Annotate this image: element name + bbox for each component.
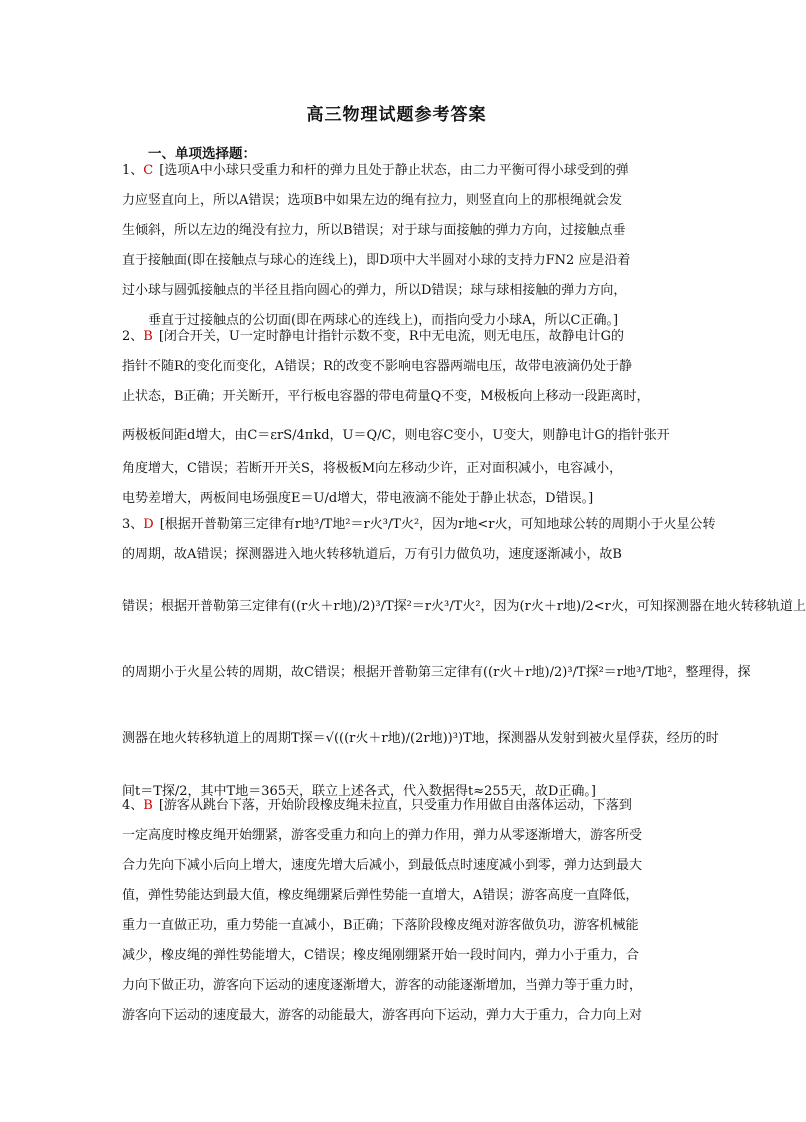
q4-line-5: 重力一直做正功，重力势能一直减小，B正确；下落阶段橡皮绳对游客做负功，游客机械能 <box>122 918 639 933</box>
page-title: 高三物理试题参考答案 <box>306 105 487 125</box>
question-4 <box>122 795 678 1035</box>
q1-line-3: 生倾斜，所以左边的绳没有拉力，所以B错误；对于球与面接触的弹力方向，过接触点垂 <box>122 223 626 238</box>
question-1 <box>122 160 678 340</box>
q4-line-8: 游客向下运动的速度最大，游客的动能最大，游客再向下运动，弹力大于重力，合力向上对 <box>122 1008 643 1023</box>
q1-answer: C <box>143 163 154 178</box>
q2-line-4: 两极板间距d增大，由C＝εrS/4πkd，U＝Q/C，则电容C变小，U变大，则静电计G的指针张开 <box>122 428 670 443</box>
q3-line-1: 3、D [根据开普勒第三定律有r地³/T地²＝r火³/T火²，因为r地<r火，可知地球公转的周期小于火星公转 <box>122 517 716 532</box>
q4-line-1: 4、B [游客从跳台下落，开始阶段橡皮绳未拉直，只受重力作用做自由落体运动，下落到 <box>122 798 632 813</box>
q1-line-6: 垂直于过接触点的公切面(即在两球心的连线上)，而指向受力小球A，所以C正确。] <box>148 313 619 328</box>
q4-line-7: 力向下做正功，游客向下运动的速度逐渐增大，游客的动能逐渐增加，当弹力等于重力时， <box>122 978 643 993</box>
q2-line-2: 指针不随R的变化而变化，A错误；R的改变不影响电容器两端电压，故带电液滴仍处于静 <box>122 359 632 374</box>
q3-line-4: 的周期小于火星公转的周期，故C错误；根据开普勒第三定律有((r火＋r地)/2)³/T探²＝r地³/T地²，整理得，探 <box>122 665 751 680</box>
q3-line-2: 的周期，故A错误；探测器进入地火转移轨道后，万有引力做负功，速度逐渐减小，故B <box>122 547 622 562</box>
q1-line-2: 力应竖直向上，所以A错误；选项B中如果左边的绳有拉力，则竖直向上的那根绳就会发 <box>122 193 622 208</box>
q2-line-6: 电势差增大，两板间电场强度E＝U/d增大，带电液滴不能处于静止状态，D错误。] <box>122 491 594 506</box>
q3-line-5: 测器在地火转移轨道上的周期T探＝√(((r火＋r地)/(2r地))³)T地，探测器从发射到被火星俘获，经历的时 <box>122 731 719 746</box>
q2-answer: B <box>143 329 153 344</box>
q4-answer: B <box>143 798 153 813</box>
q4-line-3: 合力先向下减小后向上增大，速度先增大后减小，到最低点时速度减小到零，弹力达到最大 <box>122 858 643 873</box>
q2-line-3: 止状态，B正确；开关断开，平行板电容器的带电荷量Q不变，M极板向上移动一段距离时， <box>122 389 650 404</box>
q1-line-5: 过小球与圆弧接触点的半径且指向圆心的弹力，所以D错误；球与球相接触的弹力方向， <box>122 283 627 298</box>
q3-line-6: 间t＝T探/2，其中T地＝365天，联立上述各式，代入数据得t≈255天，故D正确。] <box>122 784 596 799</box>
question-3 <box>122 514 806 814</box>
q1-line-4: 直于接触面(即在接触点与球心的连线上)，即D项中大半圆对小球的支持力FN2 应是沿着 <box>122 253 631 268</box>
q4-number: 4、 <box>122 798 144 813</box>
q2-line-5: 角度增大，C错误；若断开开关S，将极板M向左移动少许，正对面积减小，电容减小， <box>122 461 623 476</box>
q3-line-3: 错误；根据开普勒第三定律有((r火＋r地)/2)³/T探²＝r火³/T火²，因为(r火＋r地)/2<r火，可知探测器在地火转移轨道上 <box>122 599 806 614</box>
q1-line-1: 1、C [选项A中小球只受重力和杆的弹力且处于静止状态，由二力平衡可得小球受到的弹 <box>122 163 629 178</box>
q2-number: 2、 <box>122 329 144 344</box>
q1-number: 1、 <box>122 163 144 178</box>
q4-line-4: 值，弹性势能达到最大值，橡皮绳绷紧后弹性势能一直增大，A错误；游客高度一直降低， <box>122 888 639 903</box>
q3-answer: D <box>143 517 154 532</box>
q2-line-1: 2、B [闭合开关，U一定时静电计指针示数不变，R中无电流，则无电压，故静电计G的 <box>122 329 625 344</box>
q3-number: 3、 <box>122 517 144 532</box>
q4-line-2: 一定高度时橡皮绳开始绷紧，游客受重力和向上的弹力作用，弹力从零逐渐增大，游客所受 <box>122 828 643 843</box>
question-2 <box>122 326 678 518</box>
q4-line-6: 减少，橡皮绳的弹性势能增大，C错误；橡皮绳刚绷紧开始一段时间内，弹力小于重力，合 <box>122 948 639 963</box>
section-heading: 一、单项选择题： <box>148 146 256 162</box>
